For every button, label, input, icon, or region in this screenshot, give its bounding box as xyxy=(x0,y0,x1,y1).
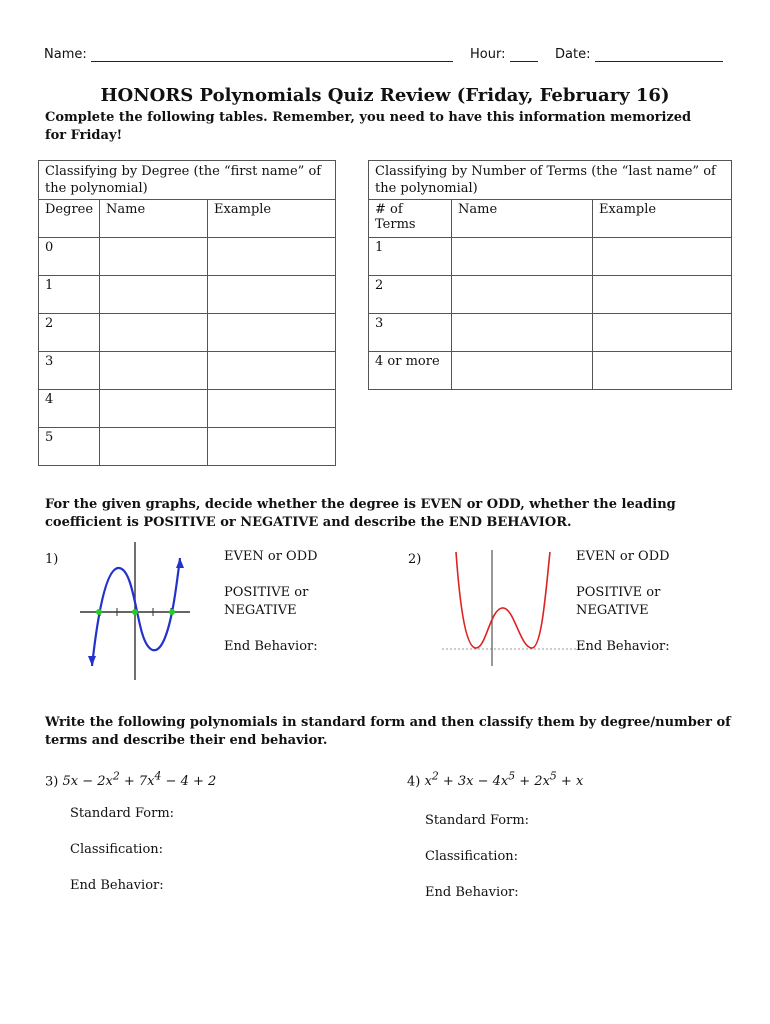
standard-form-prompt[interactable]: Standard Form: xyxy=(425,813,530,828)
name-cell[interactable] xyxy=(100,276,208,314)
example-cell[interactable] xyxy=(593,352,732,390)
example-cell[interactable] xyxy=(208,276,336,314)
name-cell[interactable] xyxy=(452,352,593,390)
graph-1-root xyxy=(96,609,102,615)
problem-3 xyxy=(45,770,216,789)
name-cell[interactable] xyxy=(100,428,208,466)
pos-neg-prompt[interactable]: POSITIVE or NEGATIVE xyxy=(576,585,661,618)
table-row xyxy=(39,352,336,390)
graph-2 xyxy=(440,548,590,668)
terms-header: # of Terms xyxy=(369,200,452,238)
degree-cell: 4 xyxy=(39,390,100,428)
problem-1-answers xyxy=(224,548,324,656)
date-field xyxy=(555,47,723,62)
terms-cell: 4 or more xyxy=(369,352,452,390)
table-row xyxy=(39,428,336,466)
hour-blank[interactable] xyxy=(510,47,538,62)
example-cell[interactable] xyxy=(208,390,336,428)
problem-2-answers xyxy=(576,548,676,656)
example-header: Example xyxy=(593,200,732,238)
classification-prompt[interactable]: Classification: xyxy=(70,842,164,857)
table-row xyxy=(39,238,336,276)
example-cell[interactable] xyxy=(593,314,732,352)
page-title: HONORS Polynomials Quiz Review (Friday, February 16) xyxy=(100,85,670,106)
pos-neg-prompt[interactable]: POSITIVE or NEGATIVE xyxy=(224,585,309,618)
example-cell[interactable] xyxy=(208,314,336,352)
end-behavior-prompt[interactable]: End Behavior: xyxy=(576,639,670,654)
problem-3-number: 3) xyxy=(45,774,59,790)
name-header: Name xyxy=(100,200,208,238)
name-cell[interactable] xyxy=(100,238,208,276)
terms-cell: 3 xyxy=(369,314,452,352)
even-odd-prompt[interactable]: EVEN or ODD xyxy=(576,549,670,564)
table-instructions: Complete the following tables. Remember, you need to have this information memorized for Friday! xyxy=(45,110,692,143)
graph-1-root xyxy=(169,609,175,615)
standard-form-prompt[interactable]: Standard Form: xyxy=(70,806,175,821)
table-row xyxy=(39,276,336,314)
example-cell[interactable] xyxy=(208,238,336,276)
degree-header: Degree xyxy=(39,200,100,238)
classification-prompt[interactable]: Classification: xyxy=(425,849,519,864)
degree-cell: 3 xyxy=(39,352,100,390)
standard-instructions: Write the following polynomials in standard form and then classify them by degree/number of terms and describe their end behavior. xyxy=(45,715,731,748)
end-behavior-prompt[interactable]: End Behavior: xyxy=(70,878,164,893)
graph-1-root xyxy=(132,609,138,615)
graph-1 xyxy=(78,540,193,682)
terms-cell: 1 xyxy=(369,238,452,276)
problem-4-number: 4) xyxy=(407,774,421,790)
degree-cell: 0 xyxy=(39,238,100,276)
example-cell[interactable] xyxy=(208,428,336,466)
graph-1-arrow-up xyxy=(176,558,184,568)
date-blank[interactable] xyxy=(595,47,723,62)
example-cell[interactable] xyxy=(593,276,732,314)
name-cell[interactable] xyxy=(452,238,593,276)
name-blank[interactable] xyxy=(91,47,453,62)
name-cell[interactable] xyxy=(100,314,208,352)
terms-table-caption: Classifying by Number of Terms (the “last name” of the polynomial) xyxy=(369,161,732,200)
table-row xyxy=(369,352,732,390)
degree-cell: 5 xyxy=(39,428,100,466)
problem-2-number: 2) xyxy=(408,552,422,567)
problem-4 xyxy=(407,770,583,789)
example-cell[interactable] xyxy=(593,238,732,276)
graph-1-arrow-down xyxy=(88,656,96,666)
example-header: Example xyxy=(208,200,336,238)
problem-3-expression: $5x - 2x^2 + 7x^4 - 4 + 2$ xyxy=(62,770,217,790)
name-label: Name: xyxy=(44,47,87,62)
even-odd-prompt[interactable]: EVEN or ODD xyxy=(224,549,318,564)
table-row xyxy=(39,390,336,428)
terms-table xyxy=(368,160,732,390)
graph-instructions: For the given graphs, decide whether the degree is EVEN or ODD, whether the leading coefficient is POSITIVE or NEGATIVE and describe the END BEHAVIOR. xyxy=(45,497,676,530)
name-cell[interactable] xyxy=(100,390,208,428)
table-row xyxy=(369,238,732,276)
end-behavior-prompt[interactable]: End Behavior: xyxy=(224,639,318,654)
table-row xyxy=(39,314,336,352)
example-cell[interactable] xyxy=(208,352,336,390)
name-field xyxy=(44,47,453,62)
terms-cell: 2 xyxy=(369,276,452,314)
name-cell[interactable] xyxy=(452,314,593,352)
name-cell[interactable] xyxy=(100,352,208,390)
degree-table xyxy=(38,160,336,466)
name-header: Name xyxy=(452,200,593,238)
date-label: Date: xyxy=(555,47,591,62)
problem-4-expression: $x^2 + 3x - 4x^5 + 2x^5 + x$ xyxy=(424,770,584,790)
hour-label: Hour: xyxy=(470,47,506,62)
graph-2-curve xyxy=(456,552,550,648)
degree-cell: 2 xyxy=(39,314,100,352)
end-behavior-prompt[interactable]: End Behavior: xyxy=(425,885,519,900)
degree-cell: 1 xyxy=(39,276,100,314)
degree-table-caption: Classifying by Degree (the “first name” of the polynomial) xyxy=(39,161,336,200)
name-cell[interactable] xyxy=(452,276,593,314)
table-row xyxy=(369,314,732,352)
table-row xyxy=(369,276,732,314)
problem-1-number: 1) xyxy=(45,552,59,567)
hour-field xyxy=(470,47,538,62)
